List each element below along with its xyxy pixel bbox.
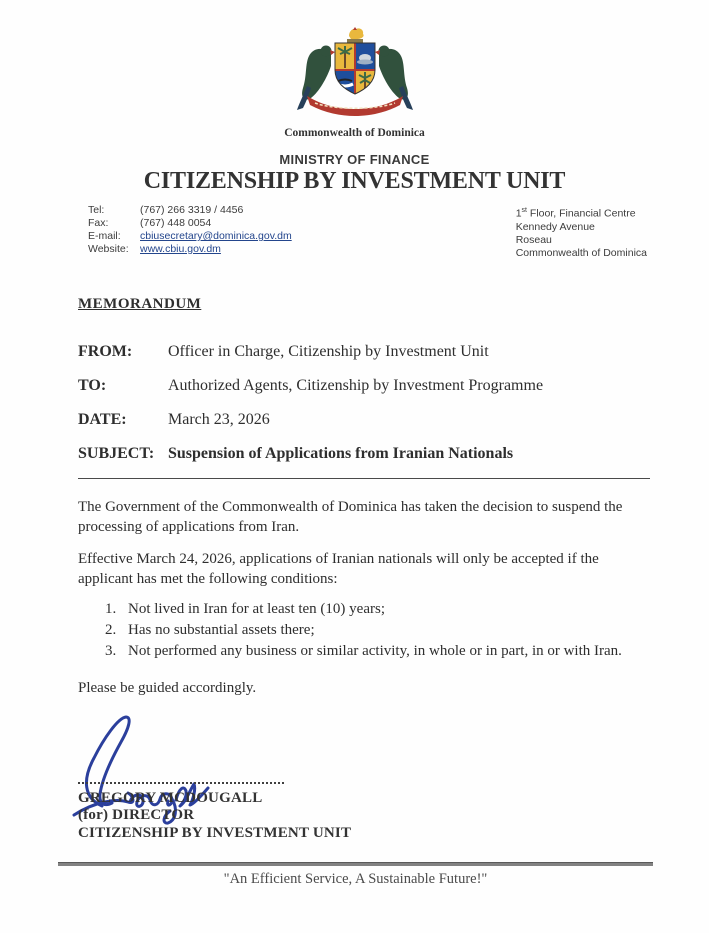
address-line-4: Commonwealth of Dominica bbox=[515, 246, 647, 259]
field-date bbox=[78, 410, 649, 430]
item-number: 2. bbox=[105, 621, 117, 638]
coat-of-arms bbox=[290, 26, 420, 123]
contact-row-tel bbox=[88, 204, 292, 217]
address-block bbox=[516, 204, 647, 260]
signatory-name: GREGORY MCDOUGALL bbox=[78, 789, 263, 806]
contact-left bbox=[88, 204, 292, 260]
tel-label: Tel: bbox=[88, 204, 105, 216]
field-subject bbox=[78, 444, 649, 464]
motto-ribbon bbox=[307, 96, 403, 116]
footer-rule bbox=[58, 862, 653, 866]
item-number: 3. bbox=[105, 642, 117, 659]
date-label: DATE: bbox=[78, 410, 127, 428]
contact-row-website bbox=[88, 243, 292, 256]
address-line-1: 1st Floor, Financial Centre bbox=[515, 207, 636, 220]
signature-dotted-line bbox=[78, 782, 284, 784]
date-value: March 23, 2026 bbox=[168, 410, 270, 428]
right-parrot-head bbox=[378, 46, 389, 57]
field-from bbox=[78, 342, 649, 362]
subject-label: SUBJECT: bbox=[78, 444, 155, 462]
ribbon-shape bbox=[307, 96, 403, 116]
to-value: Authorized Agents, Citizenship by Investment Programme bbox=[168, 376, 544, 394]
contact-row-fax bbox=[88, 217, 292, 230]
email-link: cbiusecretary@dominica.gov.dm bbox=[140, 230, 292, 242]
to-label: TO: bbox=[78, 376, 107, 394]
contact-row-email bbox=[88, 230, 292, 243]
list-item bbox=[78, 641, 651, 662]
memorandum-heading: MEMORANDUM bbox=[78, 295, 202, 312]
unit-title: CITIZENSHIP BY INVESTMENT UNIT bbox=[143, 168, 566, 194]
conditions-list bbox=[78, 599, 651, 662]
body-paragraph-1: The Government of the Commonwealth of Dominica has taken the decision to suspend the processing of applications from Iran. bbox=[78, 498, 623, 535]
address-line-2: Kennedy Avenue bbox=[515, 220, 595, 233]
fax-label: Fax: bbox=[88, 217, 109, 229]
signatory-title: (for) DIRECTOR bbox=[78, 807, 195, 823]
item-text: Not performed any business or similar activity, in whole or in part, in or with Iran. bbox=[128, 642, 622, 659]
tel-value: (767) 266 3319 / 4456 bbox=[140, 204, 244, 216]
footer-motto: "An Efficient Service, A Sustainable Future!" bbox=[223, 871, 488, 887]
list-item bbox=[78, 599, 651, 620]
item-number: 1. bbox=[105, 600, 117, 617]
item-text: Not lived in Iran for at least ten (10) years; bbox=[128, 600, 385, 617]
fax-value: (767) 448 0054 bbox=[140, 217, 212, 229]
from-label: FROM: bbox=[78, 342, 133, 360]
website-label: Website: bbox=[88, 243, 129, 255]
website-link: www.cbiu.gov.dm bbox=[140, 243, 221, 255]
frog-base bbox=[357, 60, 373, 65]
email-label: E-mail: bbox=[88, 230, 121, 242]
address-line-3: Roseau bbox=[515, 233, 552, 246]
from-value: Officer in Charge, Citizenship by Investment Unit bbox=[168, 342, 489, 360]
page-footer bbox=[58, 862, 653, 888]
crest-torse bbox=[347, 39, 363, 43]
closing-line: Please be guided accordingly. bbox=[78, 679, 257, 696]
contact-block bbox=[88, 204, 647, 260]
field-to bbox=[78, 376, 649, 396]
signatory-details bbox=[78, 790, 351, 843]
body-paragraph-2: Effective March 24, 2026, applications of Iranian nationals will only be accepted if the applicant has met the following conditions: bbox=[78, 550, 599, 587]
subject-value: Suspension of Applications from Iranian Nationals bbox=[168, 444, 514, 462]
org-name: Commonwealth of Dominica bbox=[284, 127, 425, 139]
divider-line bbox=[78, 478, 650, 479]
item-text: Has no substantial assets there; bbox=[128, 621, 315, 638]
signature-block bbox=[78, 710, 709, 855]
signatory-unit: CITIZENSHIP BY INVESTMENT UNIT bbox=[78, 824, 352, 841]
left-parrot-head bbox=[320, 46, 331, 57]
crest-lion-detail bbox=[353, 27, 357, 30]
memo-fields bbox=[78, 342, 649, 464]
dominica-coat-of-arms-icon bbox=[293, 26, 417, 118]
left-parrot bbox=[297, 46, 335, 111]
ministry-title: MINISTRY OF FINANCE bbox=[279, 152, 430, 167]
list-item bbox=[78, 620, 651, 641]
right-parrot bbox=[375, 46, 413, 111]
